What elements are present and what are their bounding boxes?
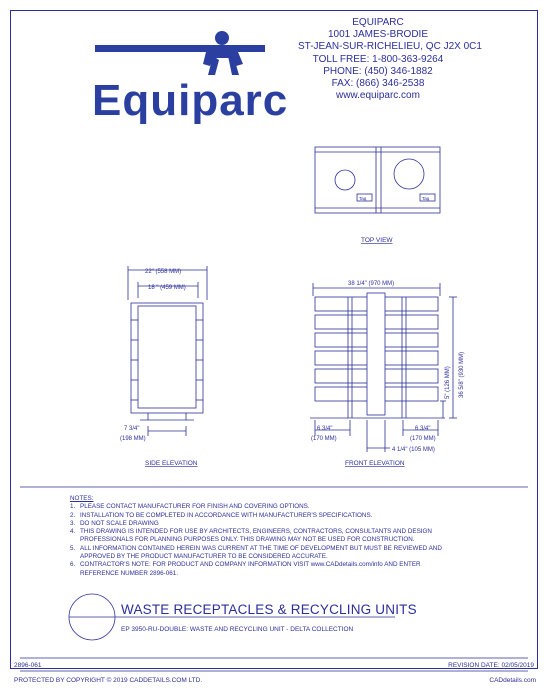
note-number: 5.	[70, 544, 76, 552]
front-dim-clearance: 5" (126 MM)	[445, 366, 451, 399]
fax: FAX: (866) 346-2538	[331, 78, 425, 90]
note-text: CONTRACTOR'S NOTE: FOR PRODUCT AND COMPANY INFORMATION VISIT www.CADdetails.com/info AND ENTER REFERENCE NUMBER 2896-061.	[80, 561, 421, 577]
reference-number: 2896-061	[14, 662, 42, 669]
note-text: PLEASE CONTACT MANUFACTURER FOR FINISH AND COVERING OPTIONS.	[80, 503, 310, 511]
notes-heading: NOTES:	[70, 495, 94, 502]
note-item	[70, 561, 460, 578]
side-dim-overall: 22" (558 MM)	[145, 269, 182, 275]
note-item	[70, 512, 460, 520]
note-number: 4.	[70, 528, 76, 536]
contact-block	[298, 17, 482, 102]
top-view-tag-right: Tag	[422, 196, 430, 201]
copyright-text: PROTECTED BY COPYRIGHT © 2019 CADDETAILS.COM LTD.	[14, 677, 203, 684]
front-dim-right-mm: (170 MM)	[410, 436, 436, 442]
front-elevation-caption: FRONT ELEVATION	[345, 460, 405, 467]
side-elevation	[128, 266, 207, 436]
note-number: 3.	[70, 519, 76, 527]
front-dim-left: 6 3/4"	[317, 426, 333, 432]
cad-site-link[interactable]: CADdetails.com	[489, 677, 536, 684]
website-link[interactable]: www.equiparc.com	[336, 90, 420, 102]
front-dim-post: 4 1/4" (105 MM)	[392, 447, 435, 453]
front-dim-height: 36 5/8" (930 MM)	[459, 351, 465, 398]
side-dim-inner: 18 " (459 MM)	[148, 285, 186, 291]
note-item	[70, 503, 460, 511]
note-text: DO NOT SCALE DRAWING	[80, 519, 159, 527]
top-view-caption: TOP VIEW	[361, 237, 393, 244]
note-number: 6.	[70, 561, 76, 569]
toll-free: TOLL FREE: 1-800-363-9264	[312, 53, 444, 65]
front-dim-left-mm: (170 MM)	[311, 436, 337, 442]
top-view-tag-left: Tag	[359, 196, 367, 201]
note-item	[70, 520, 460, 528]
note-item	[70, 545, 460, 562]
logo-figure	[95, 31, 265, 75]
top-view	[315, 147, 440, 213]
address-line-2: ST-JEAN-SUR-RICHELIEU, QC J2X 0C1	[298, 41, 482, 53]
revision-date: REVISION DATE: 02/05/2019	[448, 662, 534, 669]
front-dim-right: 6 3/4"	[415, 426, 431, 432]
address-line-1: 1001 JAMES-BRODIE	[327, 29, 429, 41]
drawing-title: WASTE RECEPTACLES & RECYCLING UNITS	[121, 602, 417, 617]
note-text: INSTALLATION TO BE COMPLETED IN ACCORDANCE WITH MANUFACTURER'S SPECIFICATIONS.	[80, 511, 373, 519]
side-dim-base-mm: (198 MM)	[120, 436, 146, 442]
note-text: THIS DRAWING IS INTENDED FOR USE BY ARCHITECTS, ENGINEERS, CONTRACTORS, CONSULTANTS AND DESIGN PROFESSIONALS FOR PLANNING PURPOSES ONLY. THIS DRAWING MAY NOT BE USED FOR CONSTRUCTION.	[80, 528, 432, 544]
note-item	[70, 528, 460, 545]
drawing-subtitle: EP 3950-RU-DOUBLE: WASTE AND RECYCLING UNIT - DELTA COLLECTION	[121, 626, 354, 633]
note-number: 1.	[70, 503, 76, 511]
front-dim-width: 38 1/4" (970 MM)	[348, 281, 395, 287]
notes-section	[70, 495, 460, 578]
phone: PHONE: (450) 346-1882	[323, 65, 433, 77]
note-text: ALL INFORMATION CONTAINED HEREIN WAS CURRENT AT THE TIME OF DEVELOPMENT BUT MUST BE REVIEWED AND APPROVED BY THE PRODUCT MANUFACTURER TO BE CONSIDERED ACCURATE.	[80, 544, 442, 561]
company-name: EQUIPARC	[352, 17, 404, 28]
side-dim-base: 7 3/4"	[124, 426, 140, 432]
note-number: 2.	[70, 511, 76, 519]
logo-text: Equiparc	[92, 76, 289, 125]
side-elevation-caption: SIDE ELEVATION	[145, 460, 198, 467]
